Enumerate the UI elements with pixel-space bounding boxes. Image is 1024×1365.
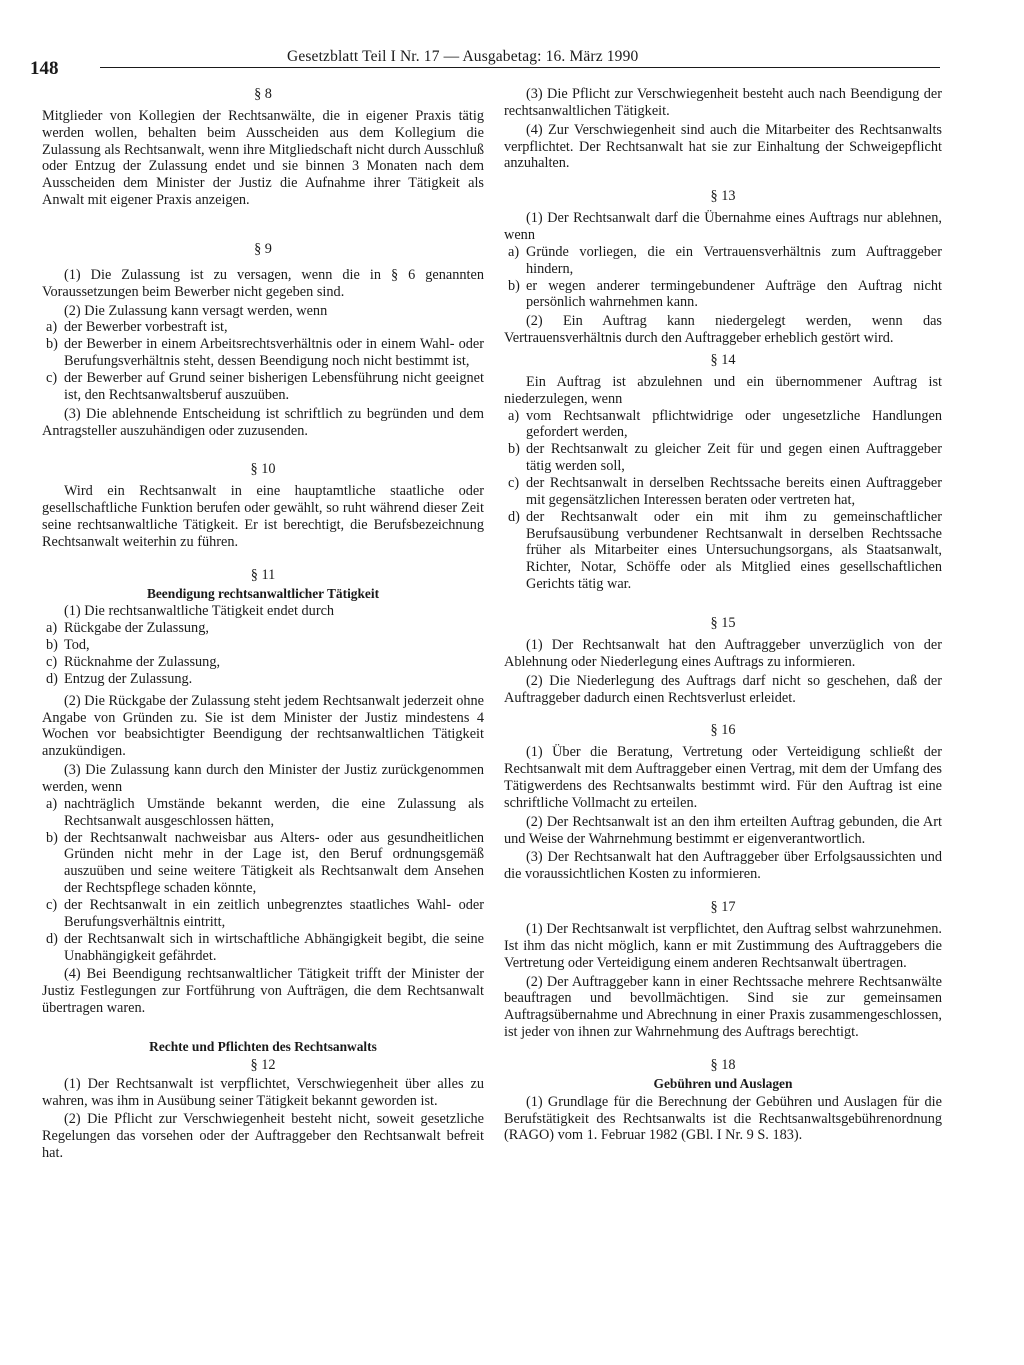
section-13-title: § 13: [710, 188, 736, 205]
section-16-paragraph-2: (2) Der Rechtsanwalt ist an den ihm erteilten Auftrag gebunden, die Art und Weise der Wahrnehmung bestimmt er eigenverantwortlich.: [504, 813, 942, 847]
section-18-heading: Gebühren und Auslagen: [653, 1075, 793, 1091]
list-item: b) Tod,: [46, 637, 90, 654]
section-12-heading: Rechte und Pflichten des Rechtsanwalts: [149, 1039, 377, 1055]
section-11-heading: Beendigung rechtsanwaltlicher Tätigkeit: [146, 585, 380, 601]
header-rule: [100, 67, 940, 68]
list-item: c) der Bewerber auf Grund seiner bisherigen Lebensführung nicht geeignet ist, den Rechtsanwaltsberuf auszuüben.: [46, 370, 484, 403]
list-item: c) der Rechtsanwalt in ein zeitlich unbegrenztes staatliches Wahl- oder Berufungsverhältnis eintritt,: [46, 897, 484, 930]
section-11-title: § 11: [250, 566, 276, 583]
list-item: d) der Rechtsanwalt sich in wirtschaftliche Abhängigkeit begibt, die seine Unabhängigkeit gefährdet.: [46, 930, 484, 964]
list-item: c) der Rechtsanwalt in derselben Rechtssache bereits einen Auftraggeber mit gegensätzlichen Interessen beraten oder vertreten hat,: [508, 475, 942, 508]
section-12-paragraph-4: (4) Zur Verschwiegenheit sind auch die Mitarbeiter des Rechtsanwalts verpflichtet. Der Rechtsanwalt hat sie zur Einhaltung der Schweigepflicht anzuhalten.: [504, 121, 942, 172]
section-9-paragraph-3: (3) Die ablehnende Entscheidung ist schriftlich zu begründen und dem Antragsteller auszuhändigen oder zuzusenden.: [42, 405, 484, 439]
section-15-paragraph-2: (2) Die Niederlegung des Auftrags darf nicht so geschehen, daß der Auftraggeber dadurch einen Rechtsverlust erleidet.: [504, 672, 942, 706]
section-18-paragraph-1: (1) Grundlage für die Berechnung der Gebühren und Auslagen für die Berufstätigkeit des Rechtsanwalts ist die Rechtsanwaltsgebührenordnung (RAGO) vom 1. Februar 1982 (GBl. I Nr. 9 S. 183).: [504, 1093, 942, 1144]
section-16-paragraph-1: (1) Über die Beratung, Vertretung oder Verteidigung schließt der Rechtsanwalt mit dem Auftraggeber einen Vertrag, mit dem der Umfang des Tätigwerdens des Rechtsanwalts bestimmt wird. Für den Auftrag ist eine schriftliche Vollmacht zu erteilen.: [504, 744, 942, 811]
section-11-paragraph-2: (2) Die Rückgabe der Zulassung steht jedem Rechtsanwalt jederzeit ohne Angabe von Gründen zu. Sie ist dem Minister der Justiz mindestens 4 Wochen vor beabsichtigter Beendigung der rechtsanwaltlichen Tätigkeit anzukündigen.: [42, 692, 484, 760]
section-9-paragraph-2: (2) Die Zulassung kann versagt werden, wenn: [64, 302, 328, 319]
list-item: a) der Bewerber vorbestraft ist,: [46, 319, 228, 336]
section-15-paragraph-1: (1) Der Rechtsanwalt hat den Auftraggeber unverzüglich von der Ablehnung oder Niederlegung eines Auftrags zu informieren.: [504, 636, 942, 670]
list-item: d) der Rechtsanwalt oder ein mit ihm zu gemeinschaftlicher Berufsausübung verbundener Rechtsanwalt in derselben Rechtssache früher als Mitarbeiter eines Untersuchungsorgans, als Staatsanwalt, Richter, Notar, Schöffe oder als Mitglied eines gesellschaftlichen Gerichts tätig war.: [508, 508, 942, 593]
section-12-paragraph-2: (2) Die Pflicht zur Verschwiegenheit besteht nicht, soweit gesetzliche Regelungen das vorsehen oder der Auftraggeber den Rechtsanwalt befreit hat.: [42, 1111, 484, 1162]
section-13-paragraph-1: (1) Der Rechtsanwalt darf die Übernahme eines Auftrags nur ablehnen, wenn: [504, 210, 942, 244]
list-item: b) der Rechtsanwalt nachweisbar aus Alters- oder aus gesundheitlichen Gründen nicht mehr in der Lage ist, den Beruf ordnungsgemäß auszuüben und seine weitere Tätigkeit als Rechtsanwalt dem Ansehen der Rechtspflege schaden könnte,: [46, 829, 484, 897]
section-10-paragraph: Wird ein Rechtsanwalt in eine hauptamtliche staatliche oder gesellschaftliche Funktion berufen oder gewählt, so ruht während dieser Zeit seine rechtsanwaltliche Tätigkeit. Er ist berechtigt, die Berufsbezeichnung Rechtsanwalt weiterhin zu führen.: [42, 483, 484, 550]
section-8-paragraph: Mitglieder von Kollegien der Rechtsanwälte, die in eigener Praxis tätig werden wollen, behalten beim Ausscheiden aus dem Kollegium die Zulassung als Rechtsanwalt, wenn ihre Mitgliedschaft nicht durch Ausschluß oder Entzug der Zulassung endet und sie binnen 3 Monaten nach dem Ausscheiden dem Minister der Justiz die Aufnahme ihrer Tätigkeit als Anwalt mit eigener Praxis anzeigen.: [42, 107, 484, 209]
section-17-paragraph-1: (1) Der Rechtsanwalt ist verpflichtet, den Auftrag selbst wahrzunehmen. Ist ihm das nicht möglich, kann er mit Zustimmung des Auftraggebers die Vertretung oder Verteidigung einem anderen Rechtsanwalt übertragen.: [504, 920, 942, 971]
list-item: c) Rücknahme der Zulassung,: [46, 654, 221, 671]
section-18-title: § 18: [710, 1056, 736, 1073]
right-column: [504, 86, 942, 1144]
section-12-title: § 12: [250, 1056, 276, 1073]
list-item: b) der Bewerber in einem Arbeitsrechtsverhältnis oder in einem Wahl- oder Berufungsverhältnis steht, dessen Beendigung noch nicht bestimmt ist,: [46, 336, 484, 370]
section-10-title: § 10: [250, 461, 276, 478]
section-15-title: § 15: [710, 615, 736, 632]
list-item: a) Rückgabe der Zulassung,: [46, 620, 209, 637]
section-11-paragraph-3: (3) Die Zulassung kann durch den Minister der Justiz zurückgenommen werden, wenn: [42, 762, 484, 796]
section-17-paragraph-2: (2) Der Auftraggeber kann in einer Rechtssache mehrere Rechtsanwälte beauftragen und bevollmächtigen. Sind sie zur gemeinsamen Auftragsübernahme und Abrechnung in einer Praxis zusammengeschlossen, ist jeder von ihnen zur Wahrnehmung des Auftrags berechtigt.: [504, 973, 942, 1041]
section-12-paragraph-1: (1) Der Rechtsanwalt ist verpflichtet, Verschwiegenheit über alles zu wahren, was ihm in Ausübung seiner Tätigkeit bekannt geworden ist.: [42, 1075, 484, 1109]
list-item: b) er wegen anderer termingebundener Aufträge den Auftrag nicht persönlich wahrnehmen kann.: [508, 277, 942, 311]
section-8-title: § 8: [254, 86, 272, 102]
section-12-paragraph-3: (3) Die Pflicht zur Verschwiegenheit besteht auch nach Beendigung der rechtsanwaltlichen Tätigkeit.: [504, 86, 942, 119]
section-14-title: § 14: [710, 352, 736, 369]
page-header-title: Gesetzblatt Teil I Nr. 17 — Ausgabetag: 16. März 1990: [287, 48, 639, 65]
section-14-paragraph-1: Ein Auftrag ist abzulehnen und ein übernommener Auftrag ist niederzulegen, wenn: [504, 373, 942, 407]
section-11-paragraph-1: (1) Die rechtsanwaltliche Tätigkeit endet durch: [64, 603, 335, 620]
section-13-paragraph-2: (2) Ein Auftrag kann niedergelegt werden, wenn das Vertrauensverhältnis durch den Auftraggeber erheblich gestört wird.: [504, 313, 942, 347]
section-16-paragraph-3: (3) Der Rechtsanwalt hat den Auftraggeber über Erfolgsaussichten und die voraussichtlichen Kosten zu informieren.: [504, 849, 942, 883]
left-column: [42, 86, 484, 1162]
section-9-paragraph-1: (1) Die Zulassung ist zu versagen, wenn die in § 6 genannten Voraussetzungen beim Bewerber nicht gegeben sind.: [42, 266, 484, 300]
section-16-title: § 16: [710, 722, 736, 739]
list-item: b) der Rechtsanwalt zu gleicher Zeit für und gegen einen Auftraggeber tätig werden soll,: [508, 441, 942, 475]
list-item: d) Entzug der Zulassung.: [46, 670, 193, 687]
list-item: a) Gründe vorliegen, die ein Vertrauensverhältnis zum Auftraggeber hindern,: [508, 243, 942, 277]
page-number: 148: [30, 58, 59, 79]
section-11-paragraph-4: (4) Bei Beendigung rechtsanwaltlicher Tätigkeit trifft der Minister der Justiz Festlegungen zur Fortführung von Aufträgen, die dem Rechtsanwalt übertragen waren.: [42, 966, 484, 1017]
list-item: a) vom Rechtsanwalt pflichtwidrige oder ungesetzliche Handlungen gefordert werden,: [508, 407, 942, 441]
list-item: a) nachträglich Umstände bekannt werden, die eine Zulassung als Rechtsanwalt ausgeschlossen hätten,: [46, 795, 484, 829]
section-9-title: § 9: [254, 241, 272, 258]
section-17-title: § 17: [710, 899, 736, 916]
